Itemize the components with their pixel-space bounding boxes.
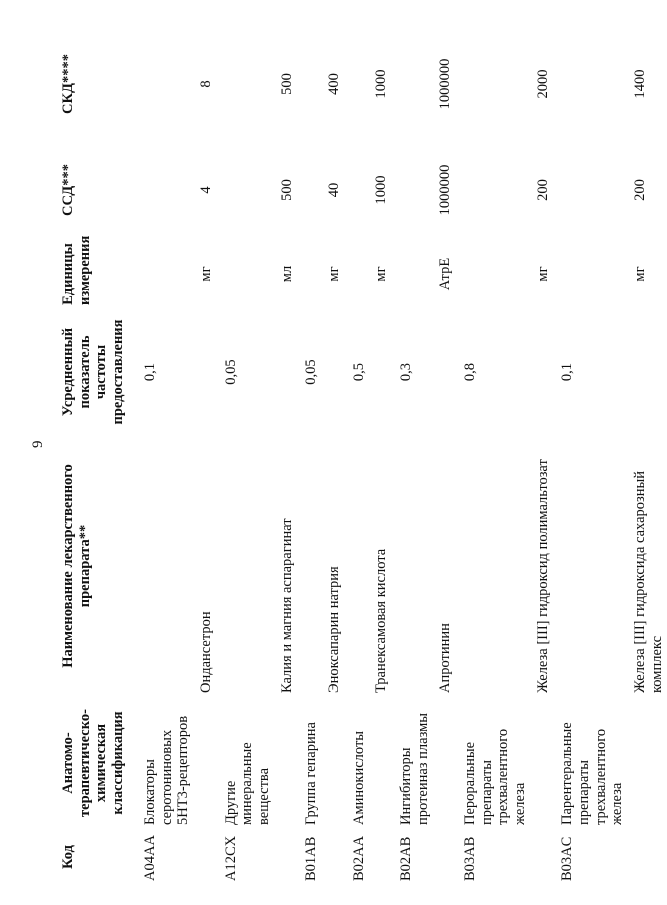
table-row [194, 27, 217, 885]
table-row [456, 27, 531, 885]
header-ssd: ССД*** [60, 164, 76, 216]
cell-drug [136, 435, 194, 697]
cell-atc [628, 697, 667, 829]
table-row [369, 27, 392, 885]
cell-drug: Калия и магния аспарагинат [278, 518, 295, 693]
table-row [553, 27, 628, 885]
cell-drug: Железа [III] гидроксида сахарозный комплекс [632, 470, 665, 693]
cell-ssd: 500 [278, 179, 295, 201]
table-row [433, 27, 456, 885]
cell-atc [322, 697, 345, 829]
cell-ssd [345, 141, 370, 239]
cell-code: B01AB [303, 836, 320, 881]
cell-atc: Пероральные препараты трехвалентного железа [462, 728, 529, 825]
cell-units: мг [373, 266, 390, 282]
cell-code: B02AA [350, 835, 367, 881]
cell-drug [456, 435, 531, 697]
cell-skd: 2000 [534, 69, 551, 99]
cell-frequency [322, 309, 345, 435]
table-row [136, 27, 194, 885]
cell-ssd [553, 141, 628, 239]
cell-atc [194, 697, 217, 829]
cell-frequency: 0,5 [350, 362, 367, 382]
cell-ssd: 40 [326, 182, 343, 198]
cell-drug: Транексамовая кислота [373, 548, 390, 693]
cell-code: A12CX [222, 835, 239, 881]
cell-code [194, 829, 217, 885]
table-row [628, 27, 667, 885]
cell-units [553, 239, 628, 309]
cell-frequency [628, 309, 667, 435]
cell-skd [456, 27, 531, 141]
cell-atc: Блокаторы серотониновых 5HT3-рецепторов [142, 715, 192, 825]
cell-frequency: 0,3 [398, 362, 415, 382]
table-row [322, 27, 345, 885]
cell-atc: Парентеральные препараты трехвалентного железа [559, 722, 626, 825]
cell-skd [345, 27, 370, 141]
cell-units: мг [534, 266, 551, 282]
cell-code: B03AB [462, 836, 479, 881]
table-row [297, 27, 322, 885]
cell-units [217, 239, 275, 309]
header-row [58, 27, 136, 885]
rotated-table-container [58, 27, 665, 885]
cell-drug [297, 435, 322, 697]
cell-skd [297, 27, 322, 141]
cell-atc [369, 697, 392, 829]
cell-units [456, 239, 531, 309]
table-row [392, 27, 433, 885]
cell-units [297, 239, 322, 309]
cell-drug: Ондансетрон [198, 611, 215, 693]
cell-code: B03AC [559, 836, 576, 881]
cell-code [628, 829, 667, 885]
cell-drug: Апротинин [437, 623, 454, 693]
cell-atc [275, 697, 298, 829]
table-row [217, 27, 275, 885]
cell-skd: 8 [198, 80, 215, 88]
cell-skd: 1400 [632, 69, 649, 99]
cell-ssd: 1000000 [437, 164, 454, 216]
cell-skd [136, 27, 194, 141]
cell-ssd [217, 141, 275, 239]
cell-frequency [369, 309, 392, 435]
cell-units: мг [198, 266, 215, 282]
cell-ssd: 1000 [373, 175, 390, 205]
cell-units: мг [326, 266, 343, 282]
cell-ssd [136, 141, 194, 239]
cell-frequency: 0,1 [559, 362, 576, 382]
cell-skd [217, 27, 275, 141]
header-units: Единицы измерения [60, 235, 93, 305]
cell-ssd: 200 [632, 179, 649, 201]
cell-skd: 1000 [373, 69, 390, 99]
cell-units [345, 239, 370, 309]
cell-skd [553, 27, 628, 141]
cell-frequency: 0,05 [222, 359, 239, 385]
cell-code [369, 829, 392, 885]
cell-skd: 500 [278, 73, 295, 95]
table-row [531, 27, 554, 885]
cell-drug: Эноксапарин натрия [326, 566, 343, 693]
cell-ssd [392, 141, 433, 239]
page-number: 9 [30, 440, 46, 448]
cell-atc: Аминокислоты [350, 730, 367, 825]
header-skd: СКД**** [60, 54, 76, 114]
cell-code [322, 829, 345, 885]
cell-ssd [456, 141, 531, 239]
cell-drug [392, 435, 433, 697]
cell-atc: Группа гепарина [303, 722, 320, 825]
cell-frequency: 0,1 [142, 362, 158, 382]
cell-drug [345, 435, 370, 697]
cell-frequency: 0,8 [462, 362, 479, 382]
cell-drug [553, 435, 628, 697]
cell-units: мл [278, 265, 295, 283]
cell-code [275, 829, 298, 885]
table-row [345, 27, 370, 885]
cell-code: A04AA [142, 835, 158, 881]
cell-frequency [275, 309, 298, 435]
cell-code [531, 829, 554, 885]
cell-units [136, 239, 194, 309]
table-row [275, 27, 298, 885]
cell-units [392, 239, 433, 309]
header-frequency: Усредненный показатель частоты предоставления [60, 319, 127, 425]
cell-frequency [531, 309, 554, 435]
cell-frequency [433, 309, 456, 435]
cell-skd [392, 27, 433, 141]
cell-atc: Ингибиторы протеиназ плазмы [398, 712, 431, 825]
cell-atc: Другие минеральные вещества [222, 742, 273, 825]
cell-code: B02AB [398, 836, 415, 881]
cell-atc [433, 697, 456, 829]
header-atc: Анатомо-терапевтическо-химическая классификация [60, 709, 127, 817]
header-code: Код [60, 845, 76, 869]
cell-units: мг [632, 266, 649, 282]
cell-skd: 1000000 [437, 58, 454, 110]
cell-drug [217, 435, 275, 697]
cell-skd: 400 [326, 73, 343, 95]
header-drug: Наименование лекарственного препарата** [60, 464, 93, 668]
cell-ssd: 4 [198, 186, 215, 194]
cell-ssd: 200 [534, 179, 551, 201]
cell-code [433, 829, 456, 885]
cell-units: АтрЕ [437, 257, 454, 291]
cell-frequency [194, 309, 217, 435]
cell-ssd [297, 141, 322, 239]
drug-table [58, 27, 667, 885]
cell-frequency: 0,05 [303, 359, 320, 385]
cell-atc [531, 697, 554, 829]
cell-drug: Железа [III] гидроксид полимальтозат [534, 459, 551, 693]
